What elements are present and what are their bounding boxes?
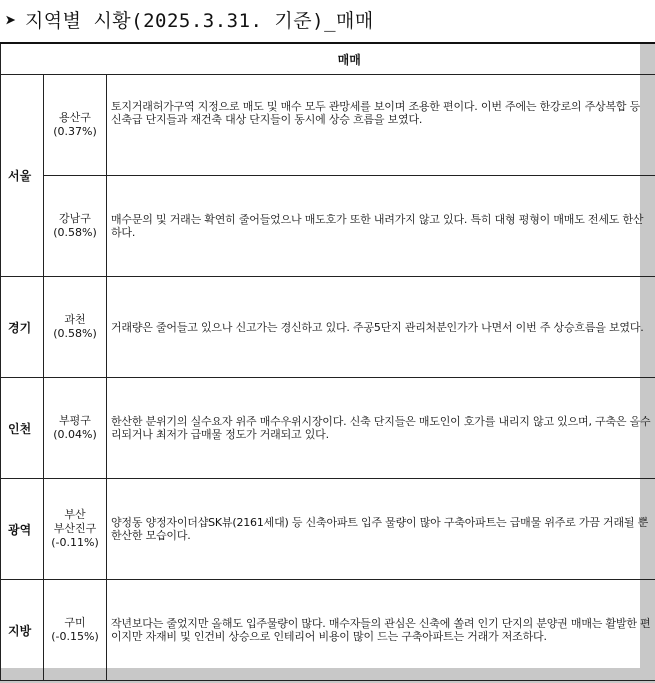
district-cell <box>44 378 107 479</box>
description-cell: 매수문의 및 거래는 확연히 줄어들었으나 매도호가 또한 내려가지 않고 있다. 특히 대형 평형이 매매도 전세도 한산하다. <box>107 176 655 277</box>
description-cell: 한산한 분위기의 실수요자 위주 매수우위시장이다. 신축 단지들은 매도인이 호가를 내리지 않고 있으며, 구축은 올수리되거나 최저가 급매물 정도가 거래되고 있다. <box>107 378 655 479</box>
table-header: 매매 <box>44 43 655 75</box>
title-bar <box>0 0 655 42</box>
arrow-bullet-icon: ➤ <box>5 10 17 32</box>
region-cell: 지방 <box>1 580 44 681</box>
district-name: 부산진구 <box>53 522 97 535</box>
district-change: (-0.15%) <box>51 630 99 643</box>
district-cell <box>44 277 107 378</box>
table-row <box>1 176 655 277</box>
district-change: (0.58%) <box>53 327 97 340</box>
district-name: 용산구 <box>59 111 91 124</box>
district-cell <box>44 75 107 176</box>
table-row <box>1 580 655 681</box>
district-change: (0.37%) <box>53 125 97 138</box>
table-row <box>1 75 655 176</box>
region-cell: 경기 <box>1 277 44 378</box>
region-cell: 서울 <box>1 75 44 277</box>
region-cell: 광역 <box>1 479 44 580</box>
description-cell: 토지거래허가구역 지정으로 매도 및 매수 모두 관망세를 보이며 조용한 편이다. 이번 주에는 한강로의 주상복합 등 신축급 단지들과 재건축 대상 단지들이 동시에 상승 흐름을 보였다. <box>107 75 655 176</box>
district-cell <box>44 580 107 681</box>
district-name: 과천 <box>64 313 86 326</box>
table-row <box>1 277 655 378</box>
district-cell <box>44 479 107 580</box>
district-cell <box>44 176 107 277</box>
district-change: (0.04%) <box>53 428 97 441</box>
page-title <box>5 6 374 33</box>
region-cell: 인천 <box>1 378 44 479</box>
table-row <box>1 378 655 479</box>
table-row <box>1 479 655 580</box>
description-cell: 양정동 양정자이더샵SK뷰(2161세대) 등 신축아파트 입주 물량이 많아 구축아파트는 급매물 위주로 가끔 거래될 뿐 한산한 모습이다. <box>107 479 655 580</box>
district-city: 부산 <box>64 508 86 521</box>
district-change: (-0.11%) <box>51 536 99 549</box>
market-table <box>0 42 655 681</box>
district-name: 부평구 <box>59 414 91 427</box>
district-change: (0.58%) <box>53 226 97 239</box>
header-spacer <box>1 43 44 75</box>
district-name: 강남구 <box>59 212 91 225</box>
district-name: 구미 <box>64 616 86 629</box>
page-title-text: 지역별 시황(2025.3.31. 기준)_매매 <box>24 10 374 32</box>
description-cell: 거래량은 줄어들고 있으나 신고가는 경신하고 있다. 주공5단지 관리처분인가가 나면서 이번 주 상승흐름을 보였다. <box>107 277 655 378</box>
description-cell: 작년보다는 줄었지만 올해도 입주물량이 많다. 매수자들의 관심은 신축에 쏠려 인기 단지의 분양권 매매는 활발한 편이지만 자재비 및 인건비 상승으로 인테리어 비용이 많이 드는 구축아파트는 거래가 저조하다. <box>107 580 655 681</box>
